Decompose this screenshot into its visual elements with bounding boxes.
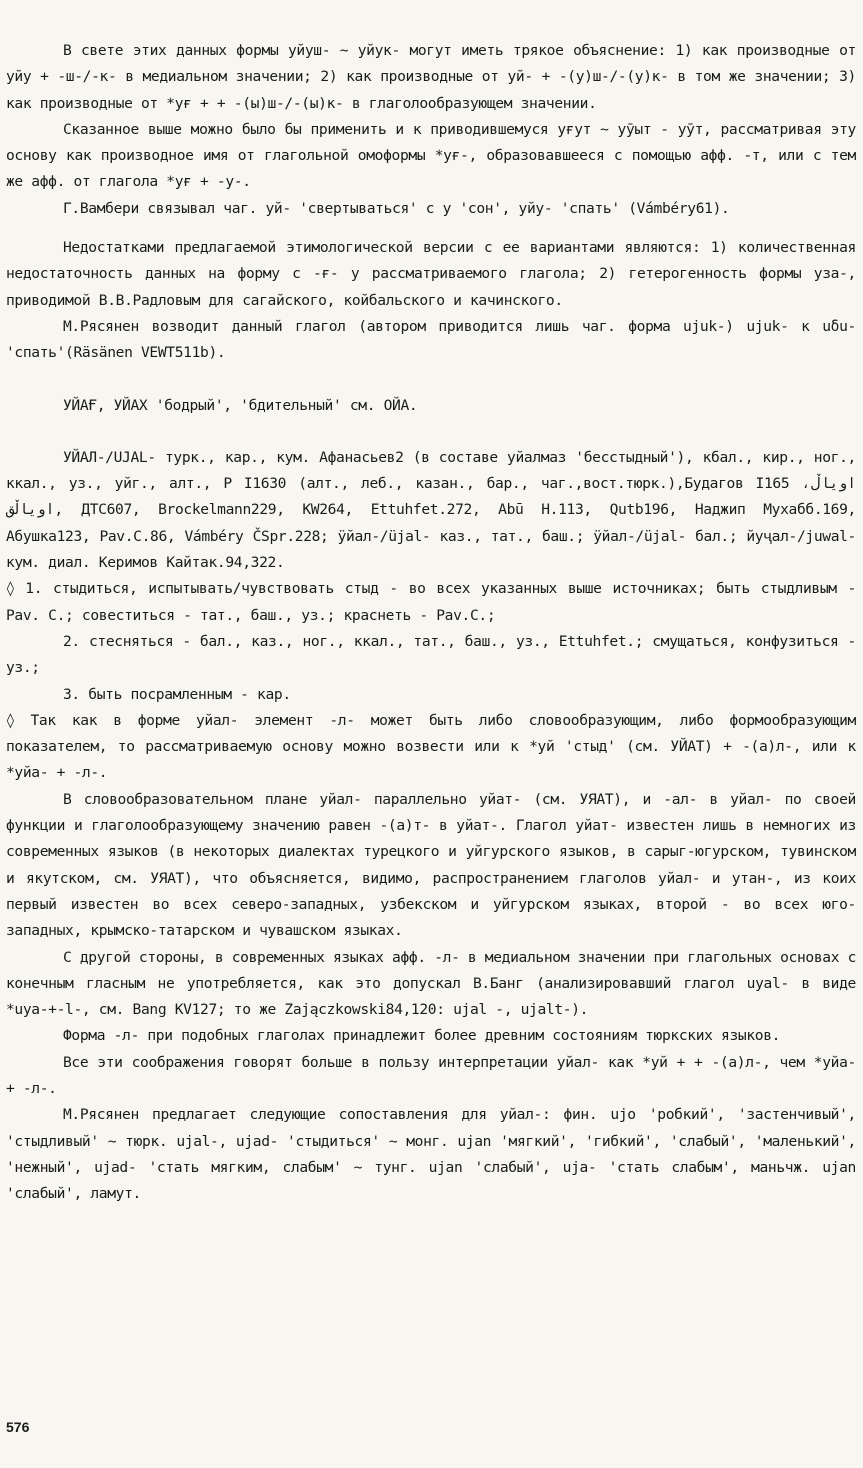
spacer — [6, 367, 856, 393]
paragraph-8: 2. стесняться - бал., каз., ног., ккал., тат., баш., уз., Ettuhfet.; смущаться, конфузиться - уз.; — [6, 632, 856, 677]
paragraph-14: Все эти соображения говорят больше в пользу интерпретации уйал- как *уй + + -(а)л-, чем *уйа- + -л-. — [6, 1053, 856, 1097]
paragraph-12: С другой стороны, в современных языках афф. -л- в медиальном значении при глагольных основах с конечным гласным не употребляется, как это допускал В.Банг (анализировавший глагол uyal- в виде *uya-+-l-, см. Bang KV127; то же Zajączkowski84,120: ujal -, ujalt-). — [6, 948, 857, 1019]
text-column — [6, 38, 856, 1207]
paragraph-15: М.Рясянен предлагает следующие сопоставления для уйал-: фин. ujo 'робкий', 'застенчивый', 'стыдливый' ~ тюрк. ujal-, ujad- 'стыдиться' ~ монг. ujan 'мягкий', 'гибкий', 'слабый', 'маленький', 'нежный', ujad- 'стать мягким, слабым' ~ тунг. ujan 'слабый', uja- 'стать слабым', маньчж. ujan 'слабый', ламут. — [6, 1106, 856, 1203]
entry-heading-uyag: УЙАҒ, УЙАХ 'бодрый', 'бдительный' см. ОЙА. — [63, 396, 418, 414]
spacer — [6, 419, 856, 445]
entry-heading-uyal: УЙАЛ-/UJAL- турк., кар., кум. Афанасьев2 (в составе уйалмаз 'бесстыдный'), кбал., кир., ног., ккал., уз., уйг., алт., Р I1630 (алт., леб., казан., бар., чаг.,вост.тюрк.),Будагов I165 اوياڵ، اوياڵق, ДТС607, Brockelmann229, KW264, Ettuhfet.272, Abū H.113, Qutb196, Наджип Мухабб.169, Абушка123, Pav.C.86, Vámbéry ČSpr.228; ӱйал-/üjal- каз., тат., баш.; ӱйал-/üjal- бал.; йуҷал-/juwal- кум. диал. Керимов Кайтак.94,322. — [6, 448, 856, 572]
paragraph-11: В словообразовательном плане уйал- параллельно уйат- (см. УЯАТ), и -ал- в уйал- по своей функции и глаголообразующему значению равен -(а)т- в уйат-. Глагол уйат- известен лишь в немногих из современных языков (в некоторых диалектах турецкого и уйгурского языков, в сарыг-югурском, тувинском и якутском, см. УЯАТ), что объясняется, видимо, распространением глаголов уйал- и утан-, из коих первый известен во всех северо-западных, узбекском и уйгурском языках, второй - во всех юго-западных, крымско-татарском и чувашском языках. — [6, 790, 856, 940]
paragraph-0: В свете этих данных формы уйуш- ~ уйук- могут иметь трякое объяснение: 1) как производные от уйу + -ш-/-к- в медиальном значении; 2) как производные от уй- + -(у)ш-/-(у)к- в том же значении; 3) как производные от *уғ + + -(ы)ш-/-(ы)к- в глаголообразующем значении. — [6, 42, 856, 112]
paragraph-1: Сказанное выше можно было бы применить и к приводившемуся уғут ~ уӯыт - уӯт, рассматривая эту основу как производное имя от глагольной омоформы *уғ-, образовавшееся с помощью афф. -т, или с тем же афф. от глагола *уғ + -у-. — [6, 120, 856, 191]
spacer — [6, 222, 856, 235]
paragraph-13: Форма -л- при подобных глаголах принадлежит более древним состояниям тюркских языков. — [63, 1027, 781, 1045]
paragraph-3: Недостатками предлагаемой этимологической версии с ее вариантами являются: 1) количественная недостаточность данных на форму с -ғ- у рассматриваемого глагола; 2) гетерогенность формы узa-, приводимой В.В.Радловым для сагайского, койбальского и качинского. — [6, 239, 856, 309]
paragraph-9: 3. быть посрамленным - кар. — [63, 685, 291, 703]
paragraph-10: ◊ Так как в форме уйал- элемент -л- может быть либо словообразующим, либо формообразующим показателем, то рассматриваемую основу можно возвести или к *уй 'стыд' (см. УЙАТ) + -(а)л-, или к *уйа- + -л-. — [6, 711, 856, 782]
paragraph-2: Г.Вамбери связывал чаг. уй- 'свертываться' с у 'сон', уйу- 'спать' (Vámbéry61). — [63, 199, 730, 217]
paragraph-4: М.Рясянен возводит данный глагол (автором приводится лишь чаг. форма ujuk-) ujuk- к uδu-'спать'(Räsänen VEWT511b). — [6, 317, 856, 362]
page-number: 576 — [6, 1419, 30, 1435]
paragraph-7: ◊ 1. стыдиться, испытывать/чувствовать стыд - во всех указанных выше источниках; быть стыдливым - Pav. C.; совеститься - тат., баш., уз.; краснеть - Pav.C.; — [6, 580, 856, 624]
